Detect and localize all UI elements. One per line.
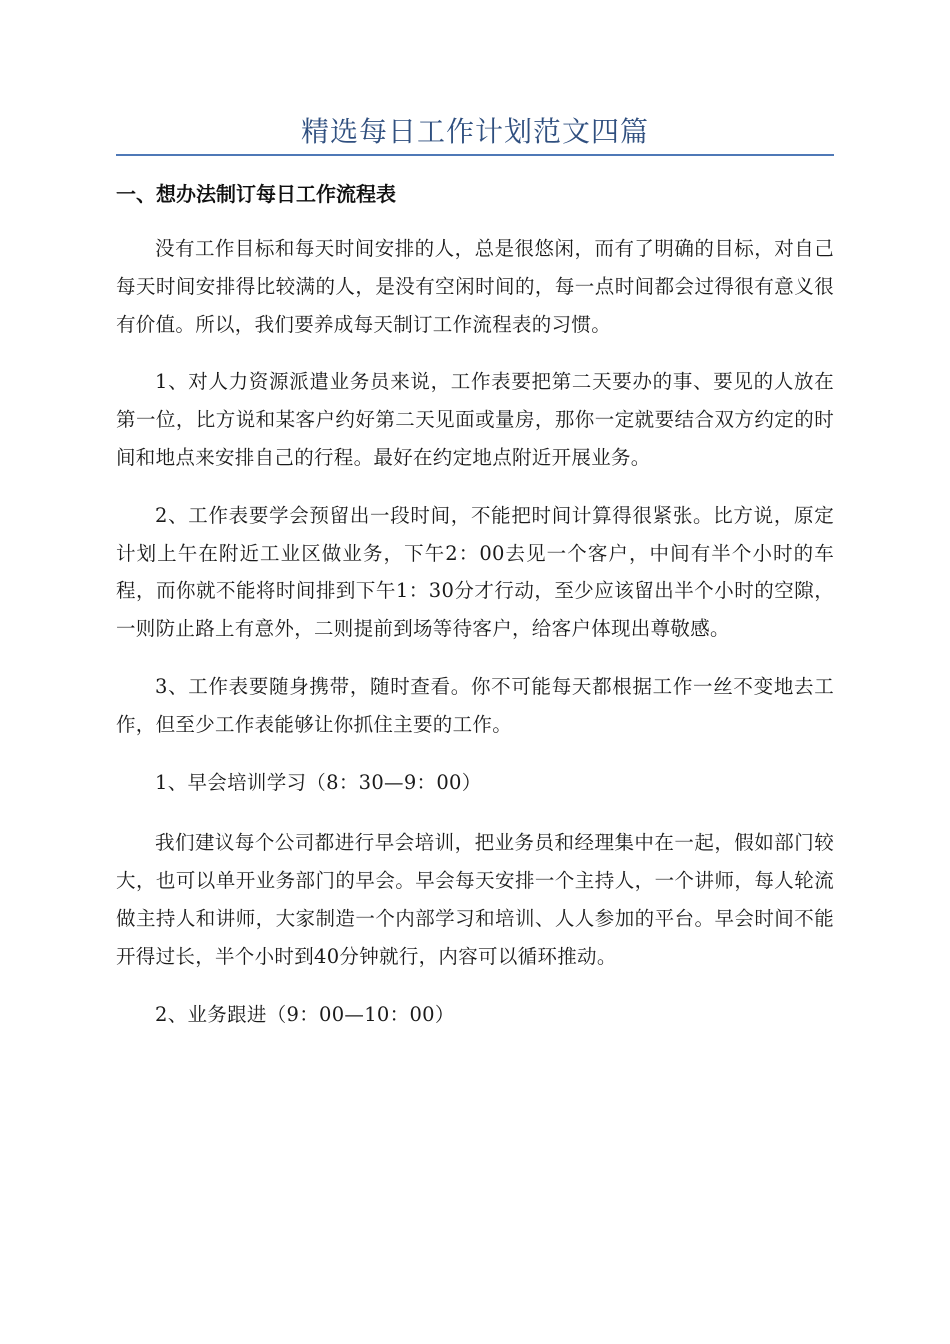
paragraph-point-3: 3、工作表要随身携带，随时查看。你不可能每天都根据工作一丝不变地去工作，但至少工作表能够让你抓住主要的工作。 xyxy=(116,674,834,736)
schedule-item-morning-meeting: 1、早会培训学习（8：30—9：00） xyxy=(155,770,482,794)
title-underline xyxy=(116,154,834,156)
document-page xyxy=(116,112,834,1056)
paragraph-point-1: 1、对人力资源派遣业务员来说，工作表要把第二天要办的事、要见的人放在第一位，比方说和某客户约好第二天见面或量房，那你一定就要结合双方约定的时间和地点来安排自己的行程。最好在约定地点附近开展业务。 xyxy=(116,370,834,469)
section-heading: 一、想办法制订每日工作流程表 xyxy=(116,182,396,206)
document-title: 精选每日工作计划范文四篇 xyxy=(300,115,649,148)
schedule-item-business-followup: 2、业务跟进（9：00—10：00） xyxy=(155,1002,455,1026)
paragraph-point-2: 2、工作表要学会预留出一段时间，不能把时间计算得很紧张。比方说，原定计划上午在附近工业区做业务，下午2：00去见一个客户，中间有半个小时的车程，而你就不能将时间排到下午1：30分才行动，至少应该留出半个小时的空隙，一则防止路上有意外，二则提前到场等待客户，给客户体现出尊敬感。 xyxy=(116,503,834,641)
paragraph-intro: 没有工作目标和每天时间安排的人，总是很悠闲，而有了明确的目标，对自己每天时间安排得比较满的人，是没有空闲时间的，每一点时间都会过得很有意义很有价值。所以，我们要养成每天制订工作流程表的习惯。 xyxy=(116,237,834,336)
paragraph-morning-meeting: 我们建议每个公司都进行早会培训，把业务员和经理集中在一起，假如部门较大，也可以单开业务部门的早会。早会每天安排一个主持人，一个讲师，每人轮流做主持人和讲师，大家制造一个内部学习和培训、人人参加的平台。早会时间不能开得过长，半个小时到40分钟就行，内容可以循环推动。 xyxy=(116,831,834,968)
